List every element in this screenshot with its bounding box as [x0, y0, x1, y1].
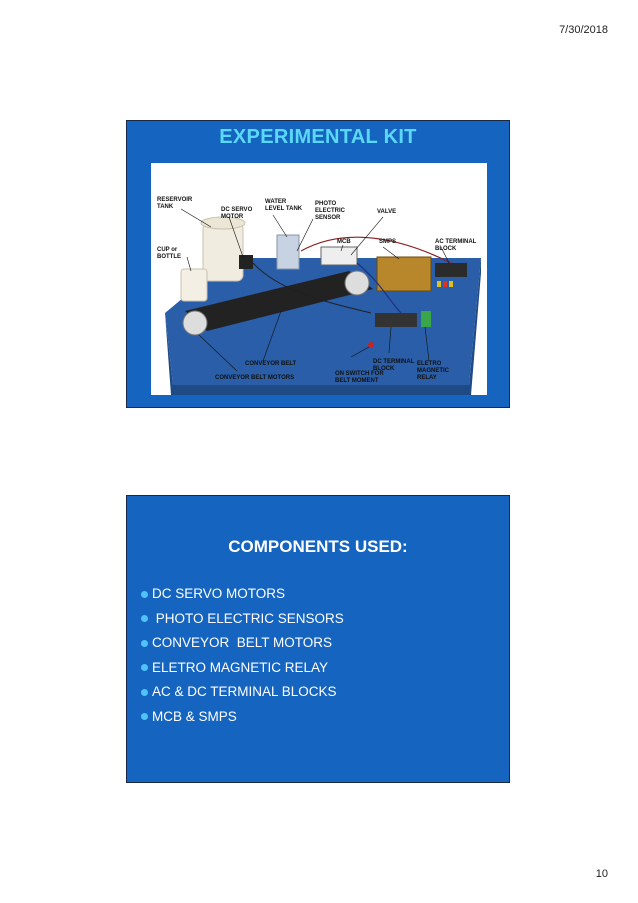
slide-title: COMPONENTS USED: [228, 537, 408, 556]
list-item: AC & DC TERMINAL BLOCKS [141, 680, 344, 705]
list-item: ELETRO MAGNETIC RELAY [141, 656, 344, 681]
list-item: DC SERVO MOTORS [141, 582, 344, 607]
page-date: 7/30/2018 [559, 24, 608, 36]
bullet-icon [141, 615, 148, 622]
label-conveyor-belt: CONVEYOR BELT [245, 361, 297, 367]
label-mcb: MCB [337, 239, 351, 245]
label-photo-sensor: PHOTO ELECTRIC SENSOR [315, 201, 345, 221]
page-number: 10 [595, 868, 608, 880]
bullet-icon [141, 664, 148, 671]
ac-terminal [435, 263, 467, 277]
label-water-level: WATER LEVEL TANK [265, 199, 303, 212]
reservoir-tank [203, 223, 243, 281]
water-level-tank [277, 235, 299, 269]
bullet-icon [141, 713, 148, 720]
label-cup: CUP or BOTTLE [157, 247, 181, 260]
list-item: PHOTO ELECTRIC SENSORS [141, 607, 344, 632]
smps [377, 257, 431, 291]
label-reservoir: RESERVOIR TANK [157, 197, 193, 210]
label-dc-servo: DC SERVO MOTOR [221, 207, 253, 220]
relay [421, 311, 431, 327]
label-ac-terminal: AC TERMINAL BLOCK [435, 239, 477, 252]
label-relay: ELETRO MAGNETIC RELAY [417, 361, 449, 381]
mcb [321, 247, 357, 265]
bullet-icon [141, 640, 148, 647]
list-item: MCB & SMPS [141, 705, 344, 730]
label-conveyor-motors: CONVEYOR BELT MOTORS [215, 375, 295, 381]
dc-servo [239, 255, 253, 269]
components-list [141, 582, 344, 729]
cup-or-bottle [181, 269, 207, 301]
bullet-icon [141, 689, 148, 696]
slide-title: EXPERIMENTAL KIT [219, 126, 417, 148]
dc-terminal-block [375, 313, 417, 327]
label-smps: SMPS [379, 239, 397, 245]
label-on-switch: ON SWITCH FOR BELT MOMENT [335, 371, 384, 384]
label-dc-terminal: DC TERMINAL BLOCK [373, 359, 415, 372]
slide-components-used [126, 495, 510, 783]
list-item: CONVEYOR BELT MOTORS [141, 631, 344, 656]
slide-experimental-kit [126, 120, 510, 408]
kit-photo [151, 163, 487, 395]
label-valve: VALVE [377, 209, 397, 215]
bullet-icon [141, 591, 148, 598]
